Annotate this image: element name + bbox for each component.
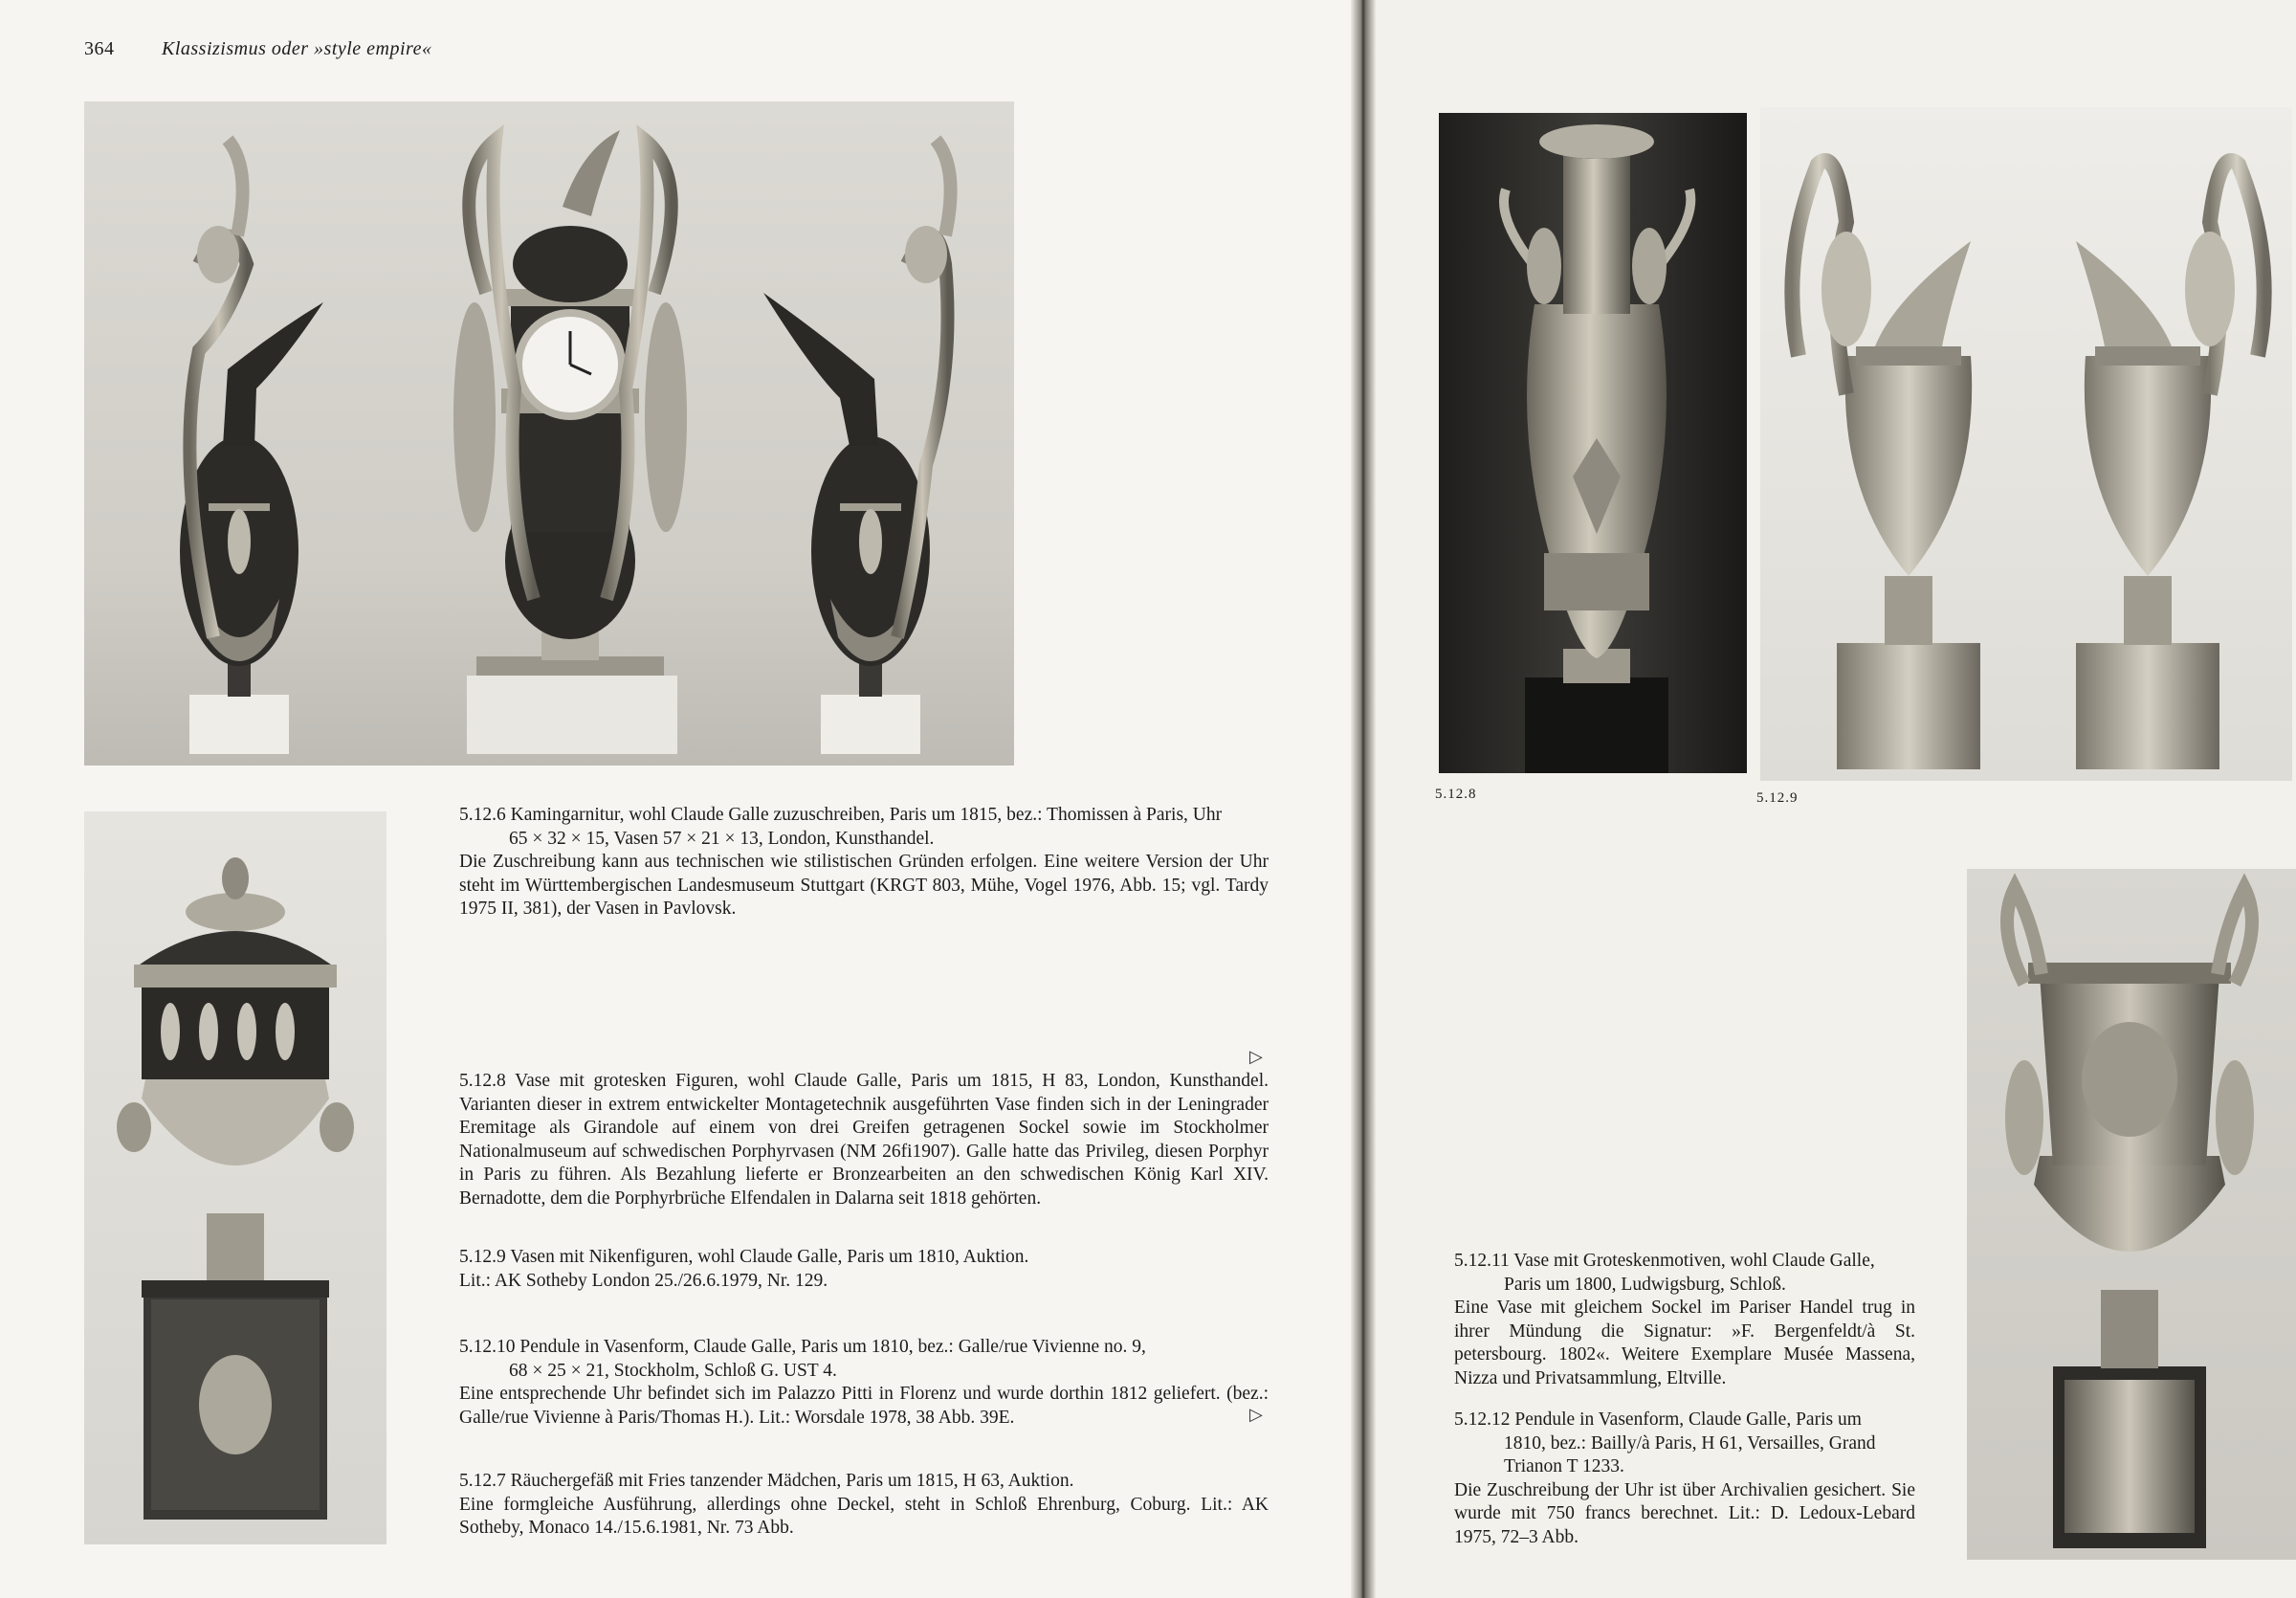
continuation-mark-2: ▷ — [1249, 1405, 1263, 1424]
photo-vase-grotesken-image — [1439, 113, 1747, 773]
photo-pendule-vasenform-image — [1967, 869, 2296, 1560]
caption-5-12-6-body: Die Zuschreibung kann aus technischen wie stilistischen Gründen erfolgen. Eine weitere Version der Uhr steht im Württembergischen Landesmuseum Stuttgart (KRGT 803, Mühe, Vogel 1976, Abb. 15; vgl. Tardy 1975 II, 381), der Vasen in Pavlovsk. — [459, 852, 1269, 919]
photo-vasen-nikenfiguren-image — [1760, 107, 2292, 781]
caption-5-12-12-line2: 1810, bez.: Bailly/à Paris, H 61, Versailles, Grand — [1504, 1432, 1876, 1454]
caption-5-12-9 — [459, 1246, 1269, 1293]
page-number: 364 — [84, 38, 115, 59]
caption-5-12-7-body: Eine formgleiche Ausführung, allerdings ohne Deckel, steht in Schloß Ehrenburg, Coburg. Lit.: AK Sotheby, Monaco 14./15.6.1981, Nr. 73 Abb. — [459, 1494, 1269, 1538]
figure-label-5-12-8: 5.12.8 — [1435, 787, 1477, 802]
photo-kamingarnitur — [84, 101, 1014, 766]
photo-vasen-nikenfiguren — [1760, 107, 2292, 781]
caption-5-12-11 — [1454, 1250, 1915, 1390]
caption-5-12-6-line2: 65 × 32 × 15, Vasen 57 × 21 × 13, London, Kunsthandel. — [509, 828, 935, 849]
caption-5-12-11-line2: Paris um 1800, Ludwigsburg, Schloß. — [1504, 1274, 1786, 1295]
book-gutter — [1351, 0, 1376, 1598]
right-page — [1376, 0, 2296, 1598]
caption-5-12-10 — [459, 1336, 1269, 1430]
caption-5-12-8 — [459, 1070, 1269, 1210]
photo-raeuchergefaess — [84, 811, 386, 1544]
caption-5-12-6-line1: 5.12.6 Kamingarnitur, wohl Claude Galle zuzuschreiben, Paris um 1815, bez.: Thomissen à Paris, Uhr — [459, 805, 1223, 825]
caption-5-12-8-body: 5.12.8 Vase mit grotesken Figuren, wohl Claude Galle, Paris um 1815, H 83, London, Kunsthandel. Varianten dieser in extrem entwickelter Montagetechnik ausgeführten Vase finden sich in der Leningrader Eremitage als Girandole auf einem von drei Greifen getragenen Sockel sowie im Stockholmer Nationalmuseum auf schwedischen Porphyrvasen (NM 26fi1907). Galle hatte das Privileg, diesen Porphyr in Paris zu führen. Als Bezahlung lieferte er Bronzearbeiten an den schwedischen König Karl XIV. Bernadotte, dem die Porphyrbrüche Elfendalen in Dalarna seit 1818 gehörten. — [459, 1071, 1269, 1209]
continuation-mark-1: ▷ — [1249, 1047, 1263, 1066]
caption-5-12-6 — [459, 804, 1269, 921]
caption-5-12-7-line1: 5.12.7 Räuchergefäß mit Fries tanzender Mädchen, Paris um 1815, H 63, Auktion. — [459, 1471, 1074, 1491]
caption-5-12-9-line1: 5.12.9 Vasen mit Nikenfiguren, wohl Claude Galle, Paris um 1810, Auktion. — [459, 1247, 1029, 1267]
figure-label-5-12-9: 5.12.9 — [1756, 790, 1799, 806]
caption-5-12-12-line3: Trianon T 1233. — [1504, 1456, 1624, 1476]
running-head — [84, 38, 431, 60]
photo-raeuchergefaess-image — [84, 811, 386, 1544]
caption-5-12-11-body: Eine Vase mit gleichem Sockel im Pariser Handel trug in ihrer Mündung die Signatur: »F. Bergenfeldt/à St. petersbourg. 1802«. Weitere Exemplare Musée Massena, Nizza und Privatsammlung, Eltville. — [1454, 1298, 1915, 1388]
caption-5-12-12 — [1454, 1409, 1915, 1549]
chapter-title: Klassizismus oder »style empire« — [162, 38, 432, 59]
caption-5-12-10-line2: 68 × 25 × 21, Stockholm, Schloß G. UST 4. — [509, 1360, 837, 1381]
caption-5-12-11-line1: 5.12.11 Vase mit Groteskenmotiven, wohl Claude Galle, — [1454, 1251, 1875, 1271]
photo-pendule-vasenform — [1967, 869, 2296, 1560]
caption-5-12-12-body: Die Zuschreibung der Uhr ist über Archivalien gesichert. Sie wurde mit 750 francs berechnet. Lit.: D. Ledoux-Lebard 1975, 72–3 Abb. — [1454, 1479, 1915, 1547]
caption-5-12-9-line2: Lit.: AK Sotheby London 25./26.6.1979, Nr. 129. — [459, 1270, 828, 1291]
caption-5-12-7 — [459, 1470, 1269, 1541]
caption-5-12-10-line1: 5.12.10 Pendule in Vasenform, Claude Galle, Paris um 1810, bez.: Galle/rue Vivienne no. 9, — [459, 1337, 1146, 1357]
caption-5-12-10-body: Eine entsprechende Uhr befindet sich im Palazzo Pitti in Florenz und wurde dorthin 1812 geliefert. (bez.: Galle/rue Vivienne à Paris/Thomas H.). Lit.: Worsdale 1978, 38 Abb. 39E. — [459, 1384, 1269, 1428]
photo-vase-grotesken — [1439, 113, 1747, 773]
photo-kamingarnitur-image — [84, 101, 1014, 766]
caption-5-12-12-line1: 5.12.12 Pendule in Vasenform, Claude Galle, Paris um — [1454, 1409, 1862, 1430]
